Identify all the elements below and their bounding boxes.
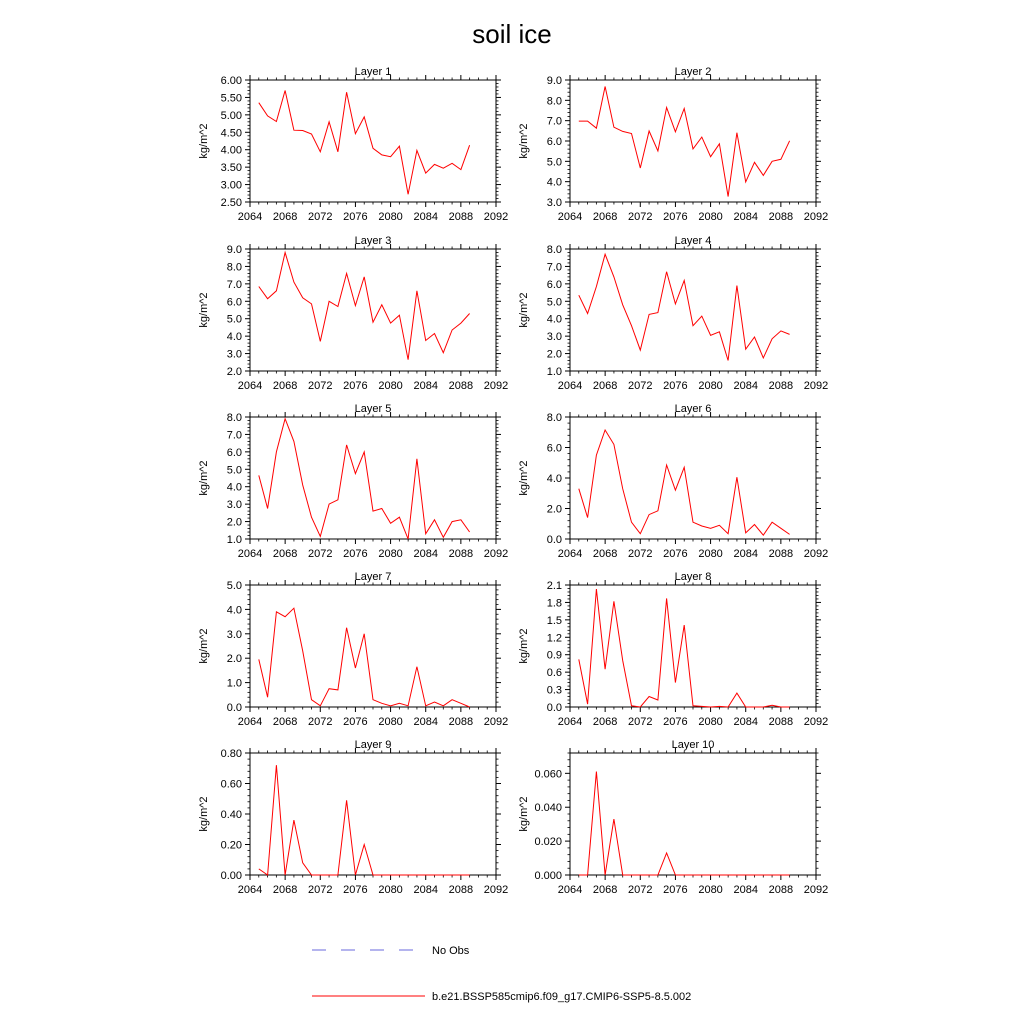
y-tick-label: 6.0 — [226, 446, 242, 459]
x-tick-label: 2072 — [628, 380, 653, 392]
x-tick-label: 2092 — [803, 380, 829, 392]
y-tick-label: 0.60 — [220, 778, 242, 791]
y-axis-label: kg/m^2 — [198, 292, 210, 328]
y-axis-label: kg/m^2 — [198, 123, 210, 159]
y-tick-label: 4.00 — [220, 144, 242, 157]
y-tick-label: 3.50 — [220, 162, 242, 175]
x-tick-label: 2088 — [768, 211, 794, 223]
y-tick-label: 6.0 — [546, 278, 562, 291]
x-tick-label: 2080 — [378, 716, 403, 728]
plot-frame — [570, 249, 816, 371]
x-tick-label: 2076 — [663, 716, 688, 728]
x-tick-label: 2068 — [272, 211, 298, 223]
y-axis-label: kg/m^2 — [518, 628, 530, 664]
chart-panel-layer-5 — [198, 403, 508, 560]
series-line-layer-5 — [259, 419, 470, 539]
chart-panel-layer-1 — [198, 66, 508, 223]
x-tick-label: 2072 — [628, 716, 653, 728]
x-tick-label: 2080 — [698, 548, 723, 560]
x-tick-label: 2084 — [413, 211, 438, 223]
x-tick-label: 2076 — [663, 380, 688, 392]
y-axis-label: kg/m^2 — [518, 460, 530, 496]
chart-panel-layer-8 — [518, 571, 828, 728]
y-tick-label: 2.0 — [226, 516, 242, 529]
x-tick-label: 2064 — [557, 548, 583, 560]
y-tick-label: 0.9 — [546, 649, 562, 662]
x-tick-label: 2064 — [237, 716, 263, 728]
y-tick-label: 7.0 — [226, 429, 242, 442]
y-tick-label: 0.040 — [534, 802, 562, 815]
y-tick-label: 0.020 — [534, 836, 562, 849]
legend-model-label: b.e21.BSSP585cmip6.f09_g17.CMIP6-SSP5-8.5.002 — [432, 991, 692, 1003]
y-tick-label: 8.0 — [546, 95, 562, 108]
y-axis-label: kg/m^2 — [198, 796, 210, 832]
x-tick-label: 2092 — [803, 884, 829, 896]
panel-title: Layer 1 — [354, 66, 392, 78]
x-tick-label: 2076 — [343, 884, 368, 896]
x-tick-label: 2064 — [557, 211, 583, 223]
panel-title: Layer 2 — [674, 66, 712, 78]
x-tick-label: 2072 — [308, 548, 333, 560]
y-tick-label: 2.0 — [226, 366, 242, 378]
chart-panel-layer-2 — [518, 66, 828, 223]
plot-frame — [570, 80, 816, 202]
y-tick-label: 9.0 — [546, 75, 562, 87]
plot-frame — [250, 249, 496, 371]
x-tick-label: 2068 — [272, 380, 298, 392]
y-tick-label: 2.50 — [220, 197, 242, 209]
y-tick-label: 5.0 — [226, 313, 242, 326]
series-line-layer-10 — [579, 772, 790, 875]
x-tick-label: 2072 — [628, 884, 653, 896]
chart-panel-layer-6 — [518, 403, 828, 560]
y-tick-label: 3.00 — [220, 179, 242, 192]
x-tick-label: 2088 — [768, 548, 794, 560]
y-tick-label: 0.000 — [534, 870, 562, 882]
y-tick-label: 4.0 — [226, 604, 242, 617]
series-line-layer-3 — [259, 253, 470, 360]
figure-title: soil ice — [472, 19, 552, 49]
series-line-layer-4 — [579, 254, 790, 360]
y-tick-label: 4.0 — [226, 481, 242, 494]
y-tick-label: 1.5 — [546, 614, 562, 627]
x-tick-label: 2084 — [733, 716, 758, 728]
chart-panel-layer-4 — [518, 235, 828, 392]
x-tick-label: 2088 — [448, 380, 474, 392]
plot-frame — [250, 417, 496, 539]
x-tick-label: 2068 — [592, 211, 618, 223]
x-tick-label: 2068 — [592, 380, 618, 392]
x-tick-label: 2064 — [237, 548, 263, 560]
x-tick-label: 2076 — [663, 211, 688, 223]
y-axis-label: kg/m^2 — [518, 796, 530, 832]
y-tick-label: 0.060 — [534, 768, 562, 781]
y-axis-label: kg/m^2 — [198, 460, 210, 496]
y-tick-label: 3.0 — [226, 628, 242, 641]
x-tick-label: 2072 — [308, 884, 333, 896]
y-tick-label: 0.6 — [546, 667, 562, 680]
y-tick-label: 4.0 — [546, 313, 562, 326]
y-tick-label: 2.0 — [226, 653, 242, 666]
x-tick-label: 2092 — [483, 211, 509, 223]
x-tick-label: 2092 — [483, 548, 509, 560]
y-tick-label: 6.0 — [546, 136, 562, 148]
y-tick-label: 4.0 — [226, 331, 242, 344]
x-tick-label: 2080 — [698, 380, 723, 392]
x-tick-label: 2080 — [378, 380, 403, 392]
y-tick-label: 1.0 — [226, 534, 242, 546]
x-tick-label: 2072 — [628, 211, 653, 223]
series-line-layer-6 — [579, 430, 790, 535]
x-tick-label: 2092 — [803, 716, 829, 728]
x-tick-label: 2084 — [413, 548, 438, 560]
y-tick-label: 0.00 — [220, 870, 242, 882]
series-line-layer-2 — [579, 87, 790, 197]
y-tick-label: 8.0 — [546, 244, 562, 256]
series-line-layer-7 — [259, 608, 470, 707]
y-tick-label: 1.0 — [226, 677, 242, 690]
x-tick-label: 2088 — [768, 716, 794, 728]
x-tick-label: 2084 — [413, 716, 438, 728]
x-tick-label: 2076 — [343, 211, 368, 223]
x-tick-label: 2080 — [698, 211, 723, 223]
x-tick-label: 2084 — [413, 380, 438, 392]
x-tick-label: 2068 — [272, 548, 298, 560]
panel-title: Layer 7 — [354, 571, 392, 583]
x-tick-label: 2076 — [663, 884, 688, 896]
y-tick-label: 2.1 — [546, 580, 562, 592]
legend-obs-label: No Obs — [432, 945, 470, 957]
chart-panel-layer-9 — [198, 739, 508, 896]
x-tick-label: 2092 — [803, 211, 829, 223]
y-tick-label: 1.0 — [546, 366, 562, 378]
series-line-layer-8 — [579, 589, 790, 707]
x-tick-label: 2092 — [483, 716, 509, 728]
y-tick-label: 6.0 — [226, 296, 242, 309]
chart-panel-layer-3 — [198, 235, 508, 392]
y-tick-label: 0.0 — [546, 702, 562, 714]
x-tick-label: 2072 — [308, 716, 333, 728]
x-tick-label: 2092 — [483, 884, 509, 896]
x-tick-label: 2068 — [592, 884, 618, 896]
panel-title: Layer 4 — [674, 235, 712, 247]
y-tick-label: 5.50 — [220, 92, 242, 105]
x-tick-label: 2064 — [557, 884, 583, 896]
x-tick-label: 2088 — [448, 884, 474, 896]
y-tick-label: 9.0 — [226, 244, 242, 256]
x-tick-label: 2068 — [592, 716, 618, 728]
x-tick-label: 2068 — [272, 716, 298, 728]
y-tick-label: 4.0 — [546, 176, 562, 189]
y-tick-label: 0.0 — [226, 702, 242, 714]
y-tick-label: 8.0 — [226, 261, 242, 274]
y-axis-label: kg/m^2 — [518, 292, 530, 328]
chart-panel-layer-10 — [518, 739, 828, 896]
y-tick-label: 4.0 — [546, 473, 562, 485]
y-tick-label: 5.0 — [226, 580, 242, 592]
y-tick-label: 7.0 — [546, 115, 562, 128]
x-tick-label: 2080 — [378, 211, 403, 223]
panel-title: Layer 10 — [671, 739, 715, 751]
y-axis-label: kg/m^2 — [198, 628, 210, 664]
x-tick-label: 2076 — [343, 548, 368, 560]
y-tick-label: 7.0 — [226, 278, 242, 291]
x-tick-label: 2092 — [803, 548, 829, 560]
panel-title: Layer 8 — [674, 571, 712, 583]
y-tick-label: 3.0 — [226, 348, 242, 361]
x-tick-label: 2068 — [592, 548, 618, 560]
y-tick-label: 3.0 — [546, 331, 562, 344]
x-tick-label: 2088 — [768, 380, 794, 392]
y-tick-label: 0.80 — [220, 748, 242, 760]
x-tick-label: 2064 — [557, 716, 583, 728]
x-tick-label: 2064 — [557, 380, 583, 392]
y-tick-label: 3.0 — [546, 197, 562, 209]
panel-title: Layer 9 — [354, 739, 392, 751]
y-tick-label: 3.0 — [226, 499, 242, 512]
x-tick-label: 2084 — [733, 884, 758, 896]
x-tick-label: 2080 — [378, 548, 403, 560]
x-tick-label: 2084 — [413, 884, 438, 896]
x-tick-label: 2084 — [733, 548, 758, 560]
series-line-layer-9 — [259, 765, 470, 875]
y-tick-label: 0.3 — [546, 684, 562, 697]
y-tick-label: 1.8 — [546, 597, 562, 610]
chart-panel-layer-7 — [198, 571, 508, 728]
x-tick-label: 2088 — [448, 211, 474, 223]
y-tick-label: 2.0 — [546, 503, 562, 516]
x-tick-label: 2064 — [237, 211, 263, 223]
y-tick-label: 1.2 — [546, 632, 562, 645]
x-tick-label: 2092 — [483, 380, 509, 392]
series-line-layer-1 — [259, 91, 470, 195]
x-tick-label: 2072 — [308, 211, 333, 223]
x-tick-label: 2084 — [733, 380, 758, 392]
x-tick-label: 2064 — [237, 884, 263, 896]
y-tick-label: 8.0 — [226, 412, 242, 424]
x-tick-label: 2088 — [448, 548, 474, 560]
y-tick-label: 4.50 — [220, 127, 242, 140]
x-tick-label: 2080 — [378, 884, 403, 896]
x-tick-label: 2068 — [272, 884, 298, 896]
legend — [312, 945, 691, 1003]
plot-frame — [570, 585, 816, 707]
x-tick-label: 2076 — [343, 380, 368, 392]
x-tick-label: 2080 — [698, 884, 723, 896]
y-tick-label: 8.0 — [546, 412, 562, 424]
panels — [198, 66, 828, 896]
panel-title: Layer 5 — [354, 403, 392, 415]
y-tick-label: 5.0 — [546, 296, 562, 309]
panel-title: Layer 6 — [674, 403, 712, 415]
x-tick-label: 2088 — [448, 716, 474, 728]
y-axis-label: kg/m^2 — [518, 123, 530, 159]
y-tick-label: 0.0 — [546, 534, 562, 546]
y-tick-label: 7.0 — [546, 261, 562, 274]
x-tick-label: 2072 — [628, 548, 653, 560]
x-tick-label: 2076 — [663, 548, 688, 560]
plot-frame — [250, 753, 496, 875]
x-tick-label: 2080 — [698, 716, 723, 728]
plot-frame — [570, 753, 816, 875]
x-tick-label: 2088 — [768, 884, 794, 896]
y-tick-label: 5.0 — [226, 464, 242, 477]
x-tick-label: 2084 — [733, 211, 758, 223]
y-tick-label: 5.00 — [220, 109, 242, 122]
x-tick-label: 2064 — [237, 380, 263, 392]
plot-frame — [250, 585, 496, 707]
x-tick-label: 2072 — [308, 380, 333, 392]
y-tick-label: 0.40 — [220, 809, 242, 821]
y-tick-label: 6.0 — [546, 442, 562, 455]
y-tick-label: 0.20 — [220, 839, 242, 852]
y-tick-label: 6.00 — [220, 75, 242, 87]
panel-title: Layer 3 — [354, 235, 392, 247]
y-tick-label: 5.0 — [546, 156, 562, 169]
y-tick-label: 2.0 — [546, 348, 562, 361]
x-tick-label: 2076 — [343, 716, 368, 728]
